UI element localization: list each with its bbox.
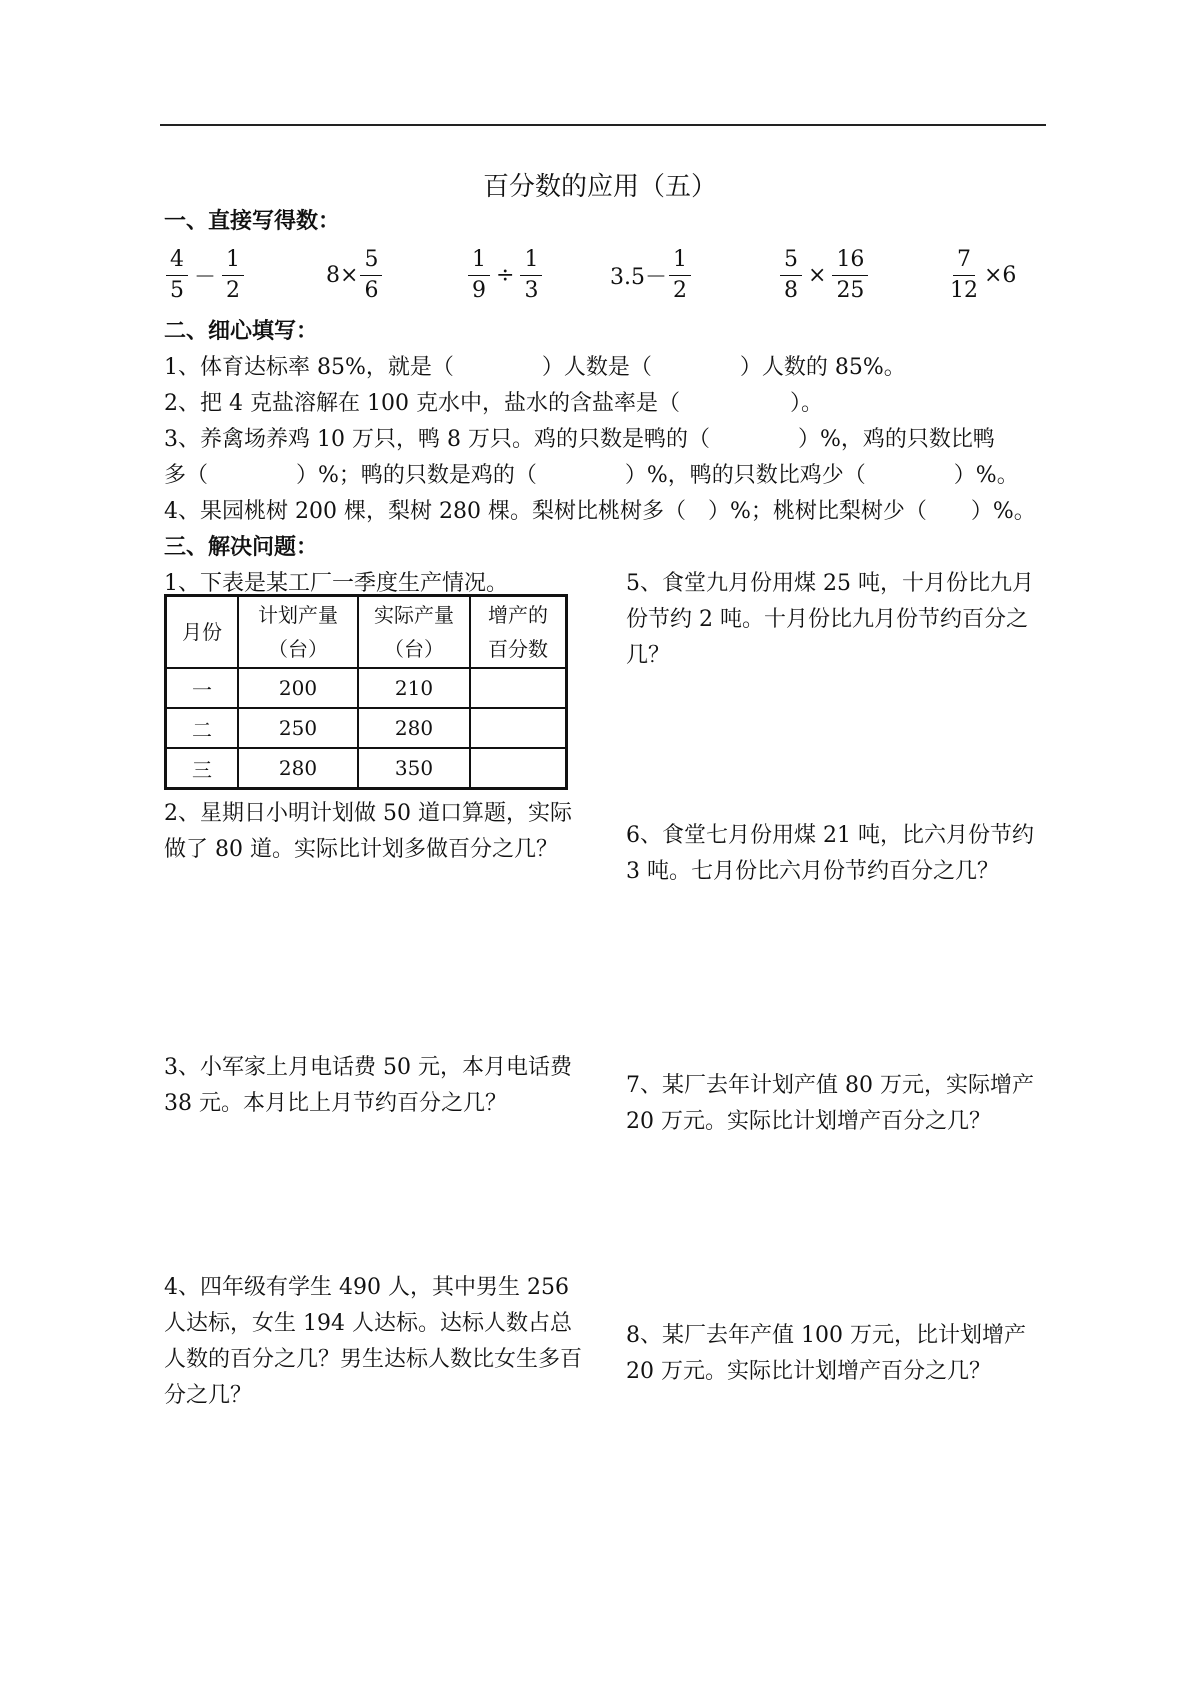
table-row: 三 280 350 <box>166 748 567 789</box>
fraction-numerator: 4 <box>166 247 188 276</box>
expression-prefix: 3.5－ <box>610 264 667 290</box>
problem-6: 6、食堂七月份用煤 21 吨，比六月份节约 3 吨。七月份比六月份节约百分之几？ <box>626 823 1034 884</box>
section3-heading: 三、解决问题： <box>164 534 319 560</box>
problem-1: 1、下表是某工厂一季度生产情况。 <box>164 571 508 596</box>
header-increase-percent: 增产的 百分数 <box>470 596 567 669</box>
page-title: 百分数的应用（五） <box>482 172 717 202</box>
mental-calc-row <box>164 240 1044 310</box>
calc-item-1 <box>164 240 246 310</box>
fraction-denominator: 3 <box>524 277 539 303</box>
table-row: 二 250 280 <box>166 708 567 748</box>
fraction-denominator: 9 <box>472 277 486 303</box>
problem-8: 8、某厂去年产值 100 万元，比计划增产 20 万元。实际比计划增产百分之几？ <box>626 1323 1026 1384</box>
production-table <box>164 594 568 790</box>
calc-item-5 <box>778 240 870 310</box>
answer-cell <box>470 748 567 789</box>
fill-question-1: 1、体育达标率 85%，就是（ ）人数是（ ）人数的 85%。 <box>164 355 906 380</box>
fraction-denominator: 8 <box>784 277 798 303</box>
operator: ÷ <box>496 262 515 288</box>
fraction-numerator: 1 <box>468 247 490 276</box>
fraction-denominator: 2 <box>673 277 687 303</box>
problem-2: 2、星期日小明计划做 50 道口算题，实际做了 80 道。实际比计划多做百分之几？ <box>164 801 572 862</box>
section1-heading: 一、直接写得数： <box>164 208 341 234</box>
fraction-numerator: 1 <box>222 247 244 276</box>
calc-item-6 <box>944 240 1016 310</box>
table-row: 一 200 210 <box>166 668 567 708</box>
expression-suffix: ×6 <box>984 262 1017 288</box>
fraction-numerator: 16 <box>832 247 868 276</box>
calc-item-2 <box>326 240 384 310</box>
fraction-denominator: 12 <box>950 277 978 303</box>
expression-prefix: 8× <box>326 262 359 288</box>
fill-question-2: 2、把 4 克盐溶解在 100 克水中，盐水的含盐率是（ ）。 <box>164 391 823 416</box>
fraction-numerator: 5 <box>780 247 802 276</box>
fraction-denominator: 5 <box>170 277 184 303</box>
problem-5: 5、食堂九月份用煤 25 吨，十月份比九月份节约 2 吨。十月份比九月份节约百分之几？ <box>626 571 1034 668</box>
fraction-denominator: 2 <box>226 277 241 303</box>
fraction-denominator: 25 <box>836 277 865 303</box>
header-actual: 实际产量 （台） <box>358 596 470 669</box>
calc-item-4 <box>610 240 693 310</box>
problem-3: 3、小军家上月电话费 50 元，本月电话费 38 元。本月比上月节约百分之几？ <box>164 1055 572 1116</box>
answer-cell <box>470 668 567 708</box>
calc-item-3 <box>466 240 544 310</box>
fraction-numerator: 5 <box>360 247 382 276</box>
table-header-row <box>166 596 567 669</box>
fraction-numerator: 1 <box>669 247 691 276</box>
fraction-numerator: 1 <box>520 247 542 276</box>
answer-cell <box>470 708 567 748</box>
header-rule <box>160 124 1046 126</box>
fill-question-3-line1: 3、养禽场养鸡 10 万只，鸭 8 万只。鸡的只数是鸭的（ ）%，鸡的只数比鸭 <box>164 427 995 452</box>
section2-heading: 二、细心填写： <box>164 318 319 344</box>
fill-question-3-line2: 多（ ）%；鸭的只数是鸡的（ ）%，鸭的只数比鸡少（ ）%。 <box>164 463 1019 488</box>
header-planned: 计划产量 （台） <box>238 596 358 669</box>
problem-7: 7、某厂去年计划产值 80 万元，实际增产 20 万元。实际比计划增产百分之几？ <box>626 1073 1034 1134</box>
fraction-denominator: 6 <box>364 277 379 303</box>
problem-4: 4、四年级有学生 490 人，其中男生 256 人达标，女生 194 人达标。达标人数占总人数的百分之几？男生达标人数比女生多百分之几？ <box>164 1275 583 1408</box>
header-month: 月份 <box>166 596 239 669</box>
fill-question-4: 4、果园桃树 200 棵，梨树 280 棵。梨树比桃树多（ ）%；桃树比梨树少（ ）%。 <box>164 499 1036 524</box>
operator: － <box>194 264 217 290</box>
fraction-numerator: 7 <box>953 247 975 276</box>
operator: × <box>808 262 827 288</box>
